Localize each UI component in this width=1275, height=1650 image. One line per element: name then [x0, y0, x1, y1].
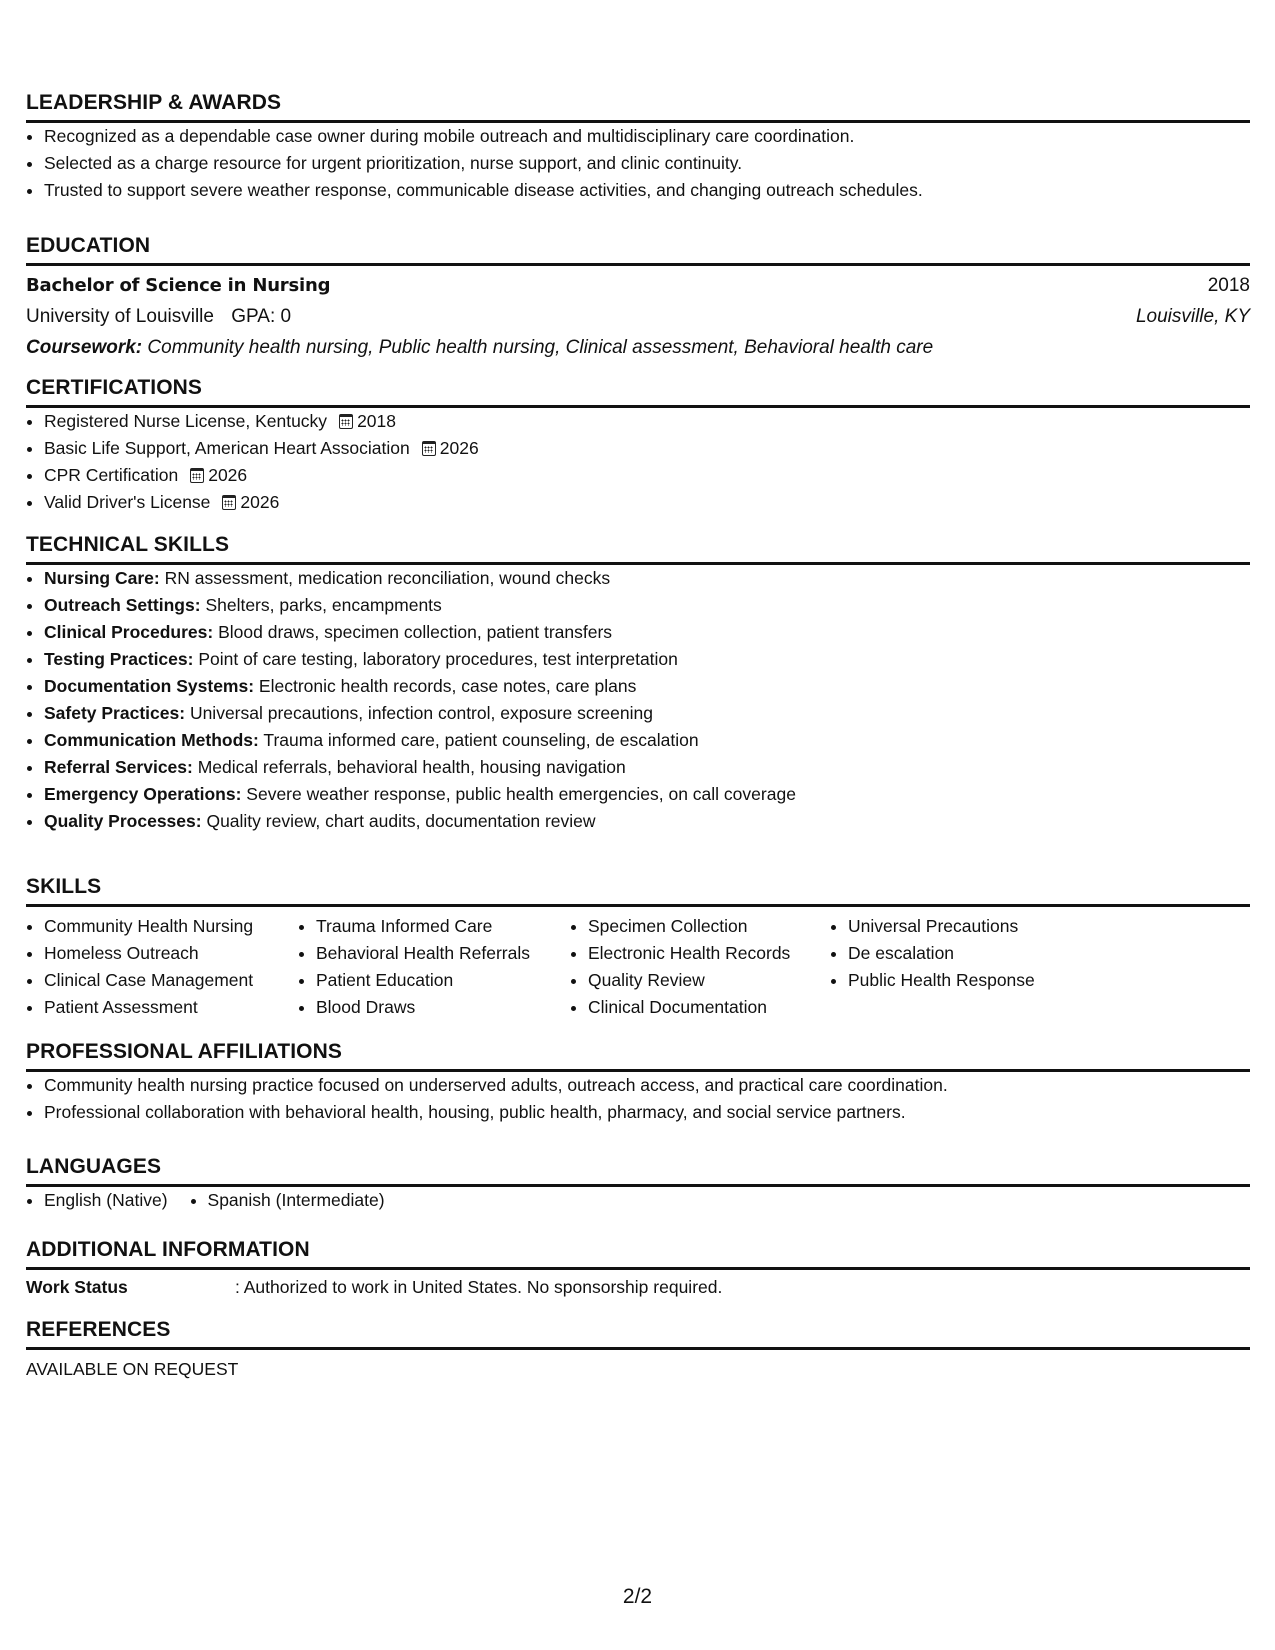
technical-skills-section [26, 532, 1250, 835]
skill-category: Safety Practices: [44, 703, 186, 723]
skills-column [298, 913, 550, 1021]
skill-detail: Trauma informed care, patient counseling, de escalation [263, 730, 699, 750]
list-item: Behavioral Health Referrals [298, 940, 550, 967]
list-item: De escalation [830, 940, 1070, 967]
list-item [26, 727, 1250, 754]
skill-category: Testing Practices: [44, 649, 194, 669]
skill-detail: Shelters, parks, encampments [205, 595, 442, 615]
certification-year: 2018 [357, 411, 396, 431]
list-item: Clinical Documentation [570, 994, 810, 1021]
list-item: Specimen Collection [570, 913, 810, 940]
list-item [26, 646, 1250, 673]
list-item [26, 781, 1250, 808]
skill-detail: Medical referrals, behavioral health, housing navigation [197, 757, 626, 777]
certification-year: 2026 [439, 438, 479, 458]
certification-name: CPR Certification [44, 465, 179, 485]
calendar-icon [190, 468, 204, 483]
calendar-icon [339, 414, 353, 429]
skill-category: Documentation Systems: [44, 676, 255, 696]
skills-columns [26, 907, 1250, 1021]
skill-category: Nursing Care: [44, 568, 160, 588]
list-item: Universal Precautions [830, 913, 1070, 940]
section-title: PROFESSIONAL AFFILIATIONS [26, 1039, 1250, 1072]
list-item: Blood Draws [298, 994, 550, 1021]
skills-column [830, 913, 1070, 1021]
list-item [26, 619, 1250, 646]
skill-detail: Universal precautions, infection control, exposure screening [189, 703, 653, 723]
section-title: LEADERSHIP & AWARDS [26, 90, 1250, 123]
list-item: Professional collaboration with behavioral health, housing, public health, pharmacy, and social service partners. [26, 1099, 1250, 1126]
work-status-row [26, 1270, 1250, 1300]
leadership-section [26, 90, 1250, 204]
references-text: AVAILABLE ON REQUEST [26, 1359, 239, 1379]
skills-section [26, 874, 1250, 1021]
list-item: Patient Assessment [26, 994, 278, 1021]
list-item: Homeless Outreach [26, 940, 278, 967]
affiliations-section [26, 1039, 1250, 1126]
skills-column [570, 913, 810, 1021]
calendar-icon [222, 495, 236, 510]
skill-category: Emergency Operations: [44, 784, 242, 804]
references-section [26, 1317, 1250, 1382]
affiliations-list [26, 1072, 1250, 1126]
list-item: Public Health Response [830, 967, 1070, 994]
list-item: Patient Education [298, 967, 550, 994]
list-item [26, 592, 1250, 619]
list-item: Community Health Nursing [26, 913, 278, 940]
list-item [26, 435, 1250, 462]
list-item: English (Native) [26, 1187, 168, 1214]
list-item: Selected as a charge resource for urgent prioritization, nurse support, and clinic continuity. [26, 150, 1250, 177]
list-item: Spanish (Intermediate) [190, 1187, 385, 1214]
list-item: Electronic Health Records [570, 940, 810, 967]
list-item [26, 673, 1250, 700]
education-entry [26, 266, 1250, 363]
additional-info-section [26, 1237, 1250, 1300]
skill-category: Communication Methods: [44, 730, 259, 750]
section-title: SKILLS [26, 874, 1250, 907]
skill-detail: RN assessment, medication reconciliation, wound checks [164, 568, 611, 588]
certifications-section [26, 375, 1250, 516]
languages-section [26, 1154, 1250, 1214]
skill-detail: Severe weather response, public health emergencies, on call coverage [246, 784, 796, 804]
list-item: Quality Review [570, 967, 810, 994]
list-item [26, 462, 1250, 489]
certification-name: Basic Life Support, American Heart Association [44, 438, 410, 458]
list-item [26, 408, 1250, 435]
languages-list [26, 1187, 1250, 1214]
certifications-list [26, 408, 1250, 516]
education-section [26, 233, 1250, 363]
technical-skills-list [26, 565, 1250, 835]
list-item [26, 808, 1250, 835]
section-title: CERTIFICATIONS [26, 375, 1250, 408]
section-title: LANGUAGES [26, 1154, 1250, 1187]
list-item [26, 489, 1250, 516]
coursework-label: Coursework: [26, 337, 143, 358]
coursework: Community health nursing, Public health nursing, Clinical assessment, Behavioral health care [147, 337, 934, 358]
list-item: Trauma Informed Care [298, 913, 550, 940]
list-item: Recognized as a dependable case owner during mobile outreach and multidisciplinary care coordination. [26, 123, 1250, 150]
work-status-label: Work Status [26, 1277, 128, 1297]
skill-category: Clinical Procedures: [44, 622, 214, 642]
section-title: REFERENCES [26, 1317, 1250, 1350]
graduation-year: 2018 [1207, 275, 1250, 296]
certification-name: Registered Nurse License, Kentucky [44, 411, 328, 431]
leadership-list [26, 123, 1250, 204]
section-title: TECHNICAL SKILLS [26, 532, 1250, 565]
gpa: GPA: 0 [231, 306, 292, 327]
list-item: Community health nursing practice focused on underserved adults, outreach access, and practical care coordination. [26, 1072, 1250, 1099]
list-item [26, 700, 1250, 727]
certification-name: Valid Driver's License [44, 492, 211, 512]
work-status-value: : Authorized to work in United States. No sponsorship required. [235, 1277, 723, 1297]
section-title: EDUCATION [26, 233, 1250, 266]
list-item: Trusted to support severe weather response, communicable disease activities, and changing outreach schedules. [26, 177, 1250, 204]
list-item [26, 754, 1250, 781]
skill-category: Referral Services: [44, 757, 193, 777]
skill-detail: Electronic health records, case notes, care plans [258, 676, 637, 696]
calendar-icon [422, 441, 436, 456]
degree: Bachelor of Science in Nursing [26, 275, 331, 296]
skill-detail: Quality review, chart audits, documentation review [206, 811, 596, 831]
skill-category: Outreach Settings: [44, 595, 201, 615]
skills-column [26, 913, 278, 1021]
list-item [26, 565, 1250, 592]
list-item: Clinical Case Management [26, 967, 278, 994]
skill-detail: Blood draws, specimen collection, patient transfers [218, 622, 613, 642]
school-location: Louisville, KY [1135, 306, 1250, 327]
school-name: University of Louisville [26, 306, 214, 327]
page-number: 2/2 [622, 1585, 653, 1608]
skill-category: Quality Processes: [44, 811, 202, 831]
section-title: ADDITIONAL INFORMATION [26, 1237, 1250, 1270]
certification-year: 2026 [208, 465, 248, 485]
skill-detail: Point of care testing, laboratory procedures, test interpretation [198, 649, 678, 669]
certification-year: 2026 [240, 492, 280, 512]
